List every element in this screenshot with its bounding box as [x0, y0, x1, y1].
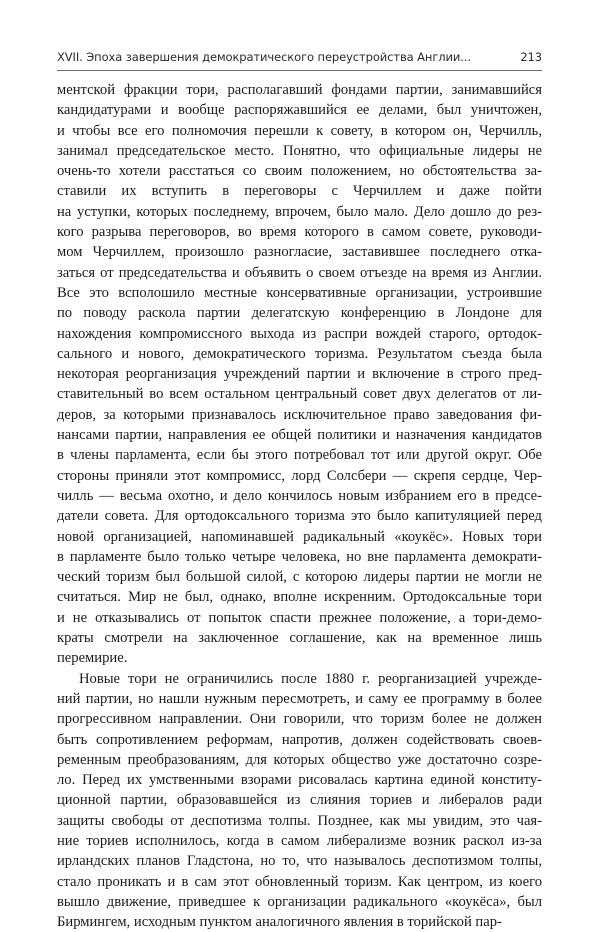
- text-line: по поводу раскола партии делегатскую конференцию в Лондоне для: [57, 305, 542, 322]
- text-line: очень-то хотели расстаться со своим положением, но обстоятельства за-: [57, 163, 542, 180]
- text-line: ческий торизм был большой силой, с которою лидеры партии не могли не: [57, 569, 542, 586]
- text-line: нахождения компромиссного выхода из распри вождей старого, ортодок-: [57, 325, 542, 342]
- paragraph: [57, 669, 542, 932]
- text-line: кого разрыва переговоров, во время которого в самом совете, руководи-: [57, 224, 542, 241]
- text-line: на уступки, которых последнему, впрочем, было мало. Дело дошло до рез-: [57, 203, 542, 220]
- text-line: ирландских планов Гладстона, но то, что называлось деспотизмом толпы,: [57, 853, 542, 870]
- text-line: новой организацией, напоминавшей радикальный «коукёс». Новых тори: [57, 528, 542, 545]
- text-line: кандидатурами и вообще распоряжавшийся ее делами, был уничтожен,: [57, 102, 542, 119]
- text-line: датели совета. Для ортодоксального торизма это было капитуляцией перед: [57, 508, 542, 525]
- text-line: ставили их вступить в переговоры с Черчиллем и даже пойти: [57, 183, 542, 200]
- text-line: ставительный во всем остальном центральный совет двух делегатов от ли-: [57, 386, 542, 403]
- text-line: считаться. Мир не был, однако, вполне искренним. Ортодоксальные тори: [57, 589, 542, 606]
- running-header: [57, 50, 542, 68]
- text-line: и не отказывались от попыток спасти прежнее положение, а тори-демо-: [57, 609, 542, 626]
- text-line: быть сопротивлением реформам, напротив, должен содействовать своев-: [57, 731, 542, 748]
- body-text: [57, 80, 542, 932]
- text-line: Бирмингем, исходным пунктом аналогичного явления в торийской пар-: [57, 914, 502, 931]
- text-line: деров, за которыми признавалось исключительное право заведования фи-: [57, 406, 542, 423]
- text-line: ние ториев исполнилось, когда в самом либерализме возник раскол из-за: [57, 832, 542, 849]
- text-line: нансами партии, направления ее общей политики и назначения кандидатов: [57, 427, 542, 444]
- text-line: вышло движение, приведшее к организации радикального «коукёса», был: [57, 893, 542, 910]
- text-line: Все это всполошило местные консервативные организации, устроившие: [57, 284, 542, 301]
- text-line: в парламенте было только четыре человека, но вне парламента демократи-: [57, 548, 542, 565]
- text-line: ло. Перед их умственными взорами рисовалась картина единой конститу-: [57, 772, 542, 789]
- running-title: XVII. Эпоха завершения демократического переустройства Англии...: [57, 50, 471, 64]
- text-line: ременным преобразованиям, для которых общество уже достаточно созре-: [57, 751, 542, 768]
- text-line: перемирие.: [57, 650, 128, 667]
- text-line: и чтобы все его полномочия перешли к совету, в котором он, Черчилль,: [57, 122, 542, 139]
- text-line: некоторая реорганизация учреждений партии и включение в строго пред-: [57, 366, 542, 383]
- page-number: 213: [520, 50, 542, 64]
- header-rule: [57, 70, 542, 71]
- text-line: защиты свободы от деспотизма толпы. Позднее, как мы увидим, это чая-: [57, 812, 542, 829]
- text-line: ментской фракции тори, располагавший фондами партии, занимавшийся: [57, 82, 542, 98]
- text-line: в члены парламента, если бы этого потребовал тот или другой округ. Обе: [57, 447, 542, 464]
- text-line: мом Черчиллем, произошло разногласие, заставившее последнего отка-: [57, 244, 542, 261]
- text-line: Новые тори не ограничились после 1880 г. реорганизацией учрежде-: [79, 670, 542, 687]
- text-line: прогрессивном направлении. Они говорили, что торизм более не должен: [57, 711, 542, 728]
- text-line: сального и нового, демократического торизма. Результатом съезда была: [57, 345, 542, 362]
- text-line: заться от председательства и объявить о своем отъезде на время из Англии.: [57, 264, 542, 281]
- text-line: занимал председательское место. Понятно, что официальные лидеры не: [57, 142, 542, 159]
- text-line: чилль — весьма охотно, и дело кончилось новым избранием его в предсе-: [57, 487, 542, 504]
- text-line: ний партии, но нашли нужным пересмотреть, и саму ее программу в более: [57, 690, 542, 707]
- text-line: стало проникать и в сам этот обновленный торизм. Как центром, из коего: [57, 873, 542, 890]
- text-line: ционной партии, образовавшейся из слияния ториев и либералов ради: [57, 792, 542, 809]
- paragraph: [57, 80, 542, 669]
- text-line: стороны приняли этот компромисс, лорд Солсбери — скрепя сердце, Чер-: [57, 467, 542, 484]
- text-line: краты смотрели на заключенное соглашение, как на временное лишь: [57, 630, 542, 647]
